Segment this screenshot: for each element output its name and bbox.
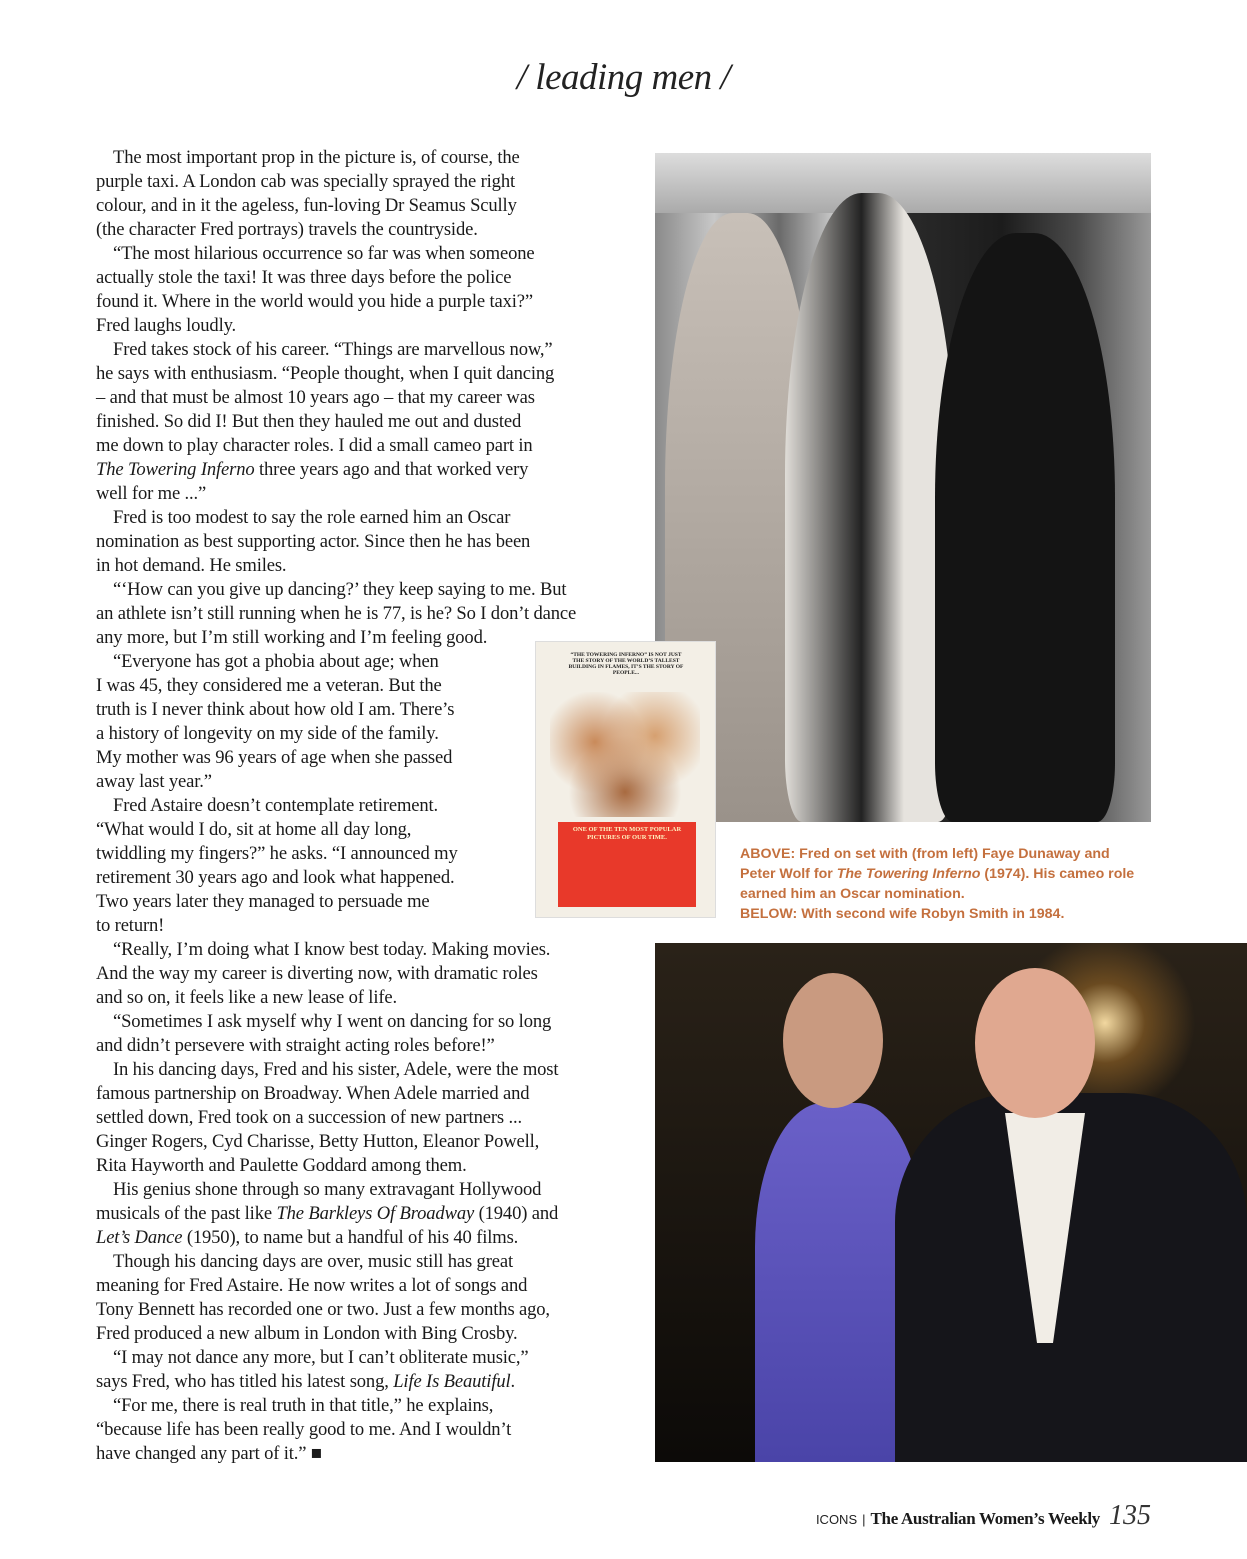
text-line: Ginger Rogers, Cyd Charisse, Betty Hutton, Eleanor Powell, [96,1131,540,1152]
caption-below-text: With second wife Robyn Smith in 1984. [797,906,1065,922]
text-line: “Sometimes I ask myself why I went on dancing for so long [113,1011,552,1032]
text-line: The most important prop in the picture is, of course, the [113,147,520,168]
text-line: And the way my career is diverting now, with dramatic roles [96,963,538,984]
text-line [96,1202,636,1226]
text-line: a history of longevity on my side of the family. [96,723,439,744]
italic-title: Life Is Beautiful [393,1371,511,1392]
photo-face-astaire [975,968,1095,1118]
text-line: Two years later they managed to persuade me [96,891,430,912]
footer-magazine-title: The Australian Women’s Weekly [870,1509,1100,1528]
paragraph [96,1394,636,1466]
text-line [96,1370,636,1394]
caption-film-title: The Towering Inferno [836,866,981,882]
text-line: to return! [96,915,165,936]
text-line: finished. So did I! But then they hauled me out and dusted [96,411,522,432]
text-line: famous partnership on Broadway. When Adele married and [96,1083,530,1104]
text-line: “because life has been really good to me. And I wouldn’t [96,1419,512,1440]
text-segment: says Fred, who has titled his latest song, [96,1371,394,1392]
italic-title: Let’s Dance [96,1227,183,1248]
italic-title: The Towering Inferno [96,459,255,480]
text-line: I was 45, they considered me a veteran. But the [96,675,442,696]
text-line: “Really, I’m doing what I know best today. Making movies. [113,939,551,960]
text-line: In his dancing days, Fred and his sister, Adele, were the most [113,1059,559,1080]
italic-title: The Barkleys Of Broadway [276,1203,475,1224]
paragraph [96,938,636,1010]
text-line: twiddling my fingers?” he asks. “I announced my [96,843,458,864]
caption-below-label: BELOW: [740,906,798,922]
text-line: (the character Fred portrays) travels the countryside. [96,219,478,240]
paragraph [96,242,636,338]
text-line [96,458,636,482]
text-line: he says with enthusiasm. “People thought, when I quit dancing [96,363,555,384]
poster-tagline: “THE TOWERING INFERNO” IS NOT JUST THE STORY OF THE WORLD’S TALLEST BUILDING IN FLAMES, IT’S THE STORY OF PEOPLE... [568,652,684,676]
page-number: 135 [1109,1500,1151,1531]
text-line: Fred Astaire doesn’t contemplate retirement. [113,795,439,816]
photo-background-wall [655,153,1151,213]
text-line: His genius shone through so many extravagant Hollywood [113,1179,542,1200]
text-line: meaning for Fred Astaire. He now writes a lot of songs and [96,1275,528,1296]
text-line: settled down, Fred took on a succession of new partners ... [96,1107,522,1128]
text-line: away last year.” [96,771,212,792]
footer-section: ICONS [815,1512,858,1527]
text-segment: musicals of the past like [96,1203,277,1224]
text-segment: . [510,1371,515,1392]
text-line: Fred takes stock of his career. “Things are marvellous now,” [113,339,553,360]
text-line: nomination as best supporting actor. Since then he has been [96,531,531,552]
photo-face-robyn-smith [783,973,883,1108]
paragraph [96,146,636,242]
text-line [96,1226,636,1250]
caption-above-text: Fred on set with (from left) Faye Dunaway and Peter Wolf for [740,846,1110,882]
text-line: an athlete isn’t still running when he is 77, is he? So I don’t dance [96,603,577,624]
text-line: in hot demand. He smiles. [96,555,287,576]
poster-banner-text: ONE OF THE TEN MOST POPULAR PICTURES OF OUR TIME. [572,826,682,841]
text-line: me down to play character roles. I did a small cameo part in [96,435,533,456]
text-line: “‘How can you give up dancing?’ they keep saying to me. But [113,579,567,600]
paragraph [96,338,636,506]
section-kicker: / leading men / [516,57,731,98]
paragraph [96,1346,636,1394]
text-line: “For me, there is real truth in that title,” he explains, [113,1395,494,1416]
text-line: Fred laughs loudly. [96,315,237,336]
towering-inferno-poster [535,641,716,918]
text-line: found it. Where in the world would you hide a purple taxi?” [96,291,533,312]
text-line: any more, but I’m still working and I’m feeling good. [96,627,488,648]
text-line: and so on, it feels like a new lease of life. [96,987,397,1008]
caption-above-text-2: (1974). His cameo role earned him an Oscar nomination. [740,866,1135,902]
photo-caption [740,844,1140,924]
paragraph [96,578,636,650]
text-segment: (1950), to name but a handful of his 40 films. [182,1227,519,1248]
text-line: “Everyone has got a phobia about age; when [113,651,439,672]
text-line: – and that must be almost 10 years ago – that my career was [96,387,535,408]
photo-dunaway-wolf-astaire [655,153,1151,822]
text-line: Fred is too modest to say the role earned him an Oscar [113,507,511,528]
text-line: Rita Hayworth and Paulette Goddard among them. [96,1155,467,1176]
paragraph [96,1178,636,1250]
paragraph [96,1250,636,1346]
text-line: colour, and in it the ageless, fun-loving Dr Seamus Scully [96,195,517,216]
text-line: “I may not dance any more, but I can’t obliterate music,” [113,1347,529,1368]
text-line: “What would I do, sit at home all day long, [96,819,412,840]
text-line: Fred produced a new album in London with Bing Crosby. [96,1323,518,1344]
text-line: purple taxi. A London cab was specially sprayed the right [96,171,515,192]
text-line: and didn’t persevere with straight acting roles before!” [96,1035,495,1056]
photo-figure-wolf [785,193,955,822]
text-line: Though his dancing days are over, music still has great [113,1251,513,1272]
caption-above-label: ABOVE: [740,846,796,862]
text-segment: three years ago and that worked very [254,459,529,480]
page-footer [816,1500,1151,1532]
text-line: well for me ...” [96,483,207,504]
text-line: retirement 30 years ago and look what happened. [96,867,455,888]
photo-figure-astaire [935,233,1115,822]
text-segment: (1940) and [474,1203,559,1224]
text-line: “The most hilarious occurrence so far was when someone [113,243,535,264]
poster-red-banner [558,822,696,907]
text-line: actually stole the taxi! It was three days before the police [96,267,512,288]
text-line: My mother was 96 years of age when she passed [96,747,453,768]
footer-separator: | [862,1512,866,1527]
photo-astaire-robyn-smith [655,943,1247,1462]
paragraph [96,506,636,578]
paragraph [96,1010,636,1058]
text-line: Tony Bennett has recorded one or two. Just a few months ago, [96,1299,550,1320]
text-line: have changed any part of it.” ■ [96,1443,322,1464]
poster-cast-faces [550,692,700,817]
paragraph [96,1058,636,1178]
text-line: truth is I never think about how old I am. There’s [96,699,455,720]
